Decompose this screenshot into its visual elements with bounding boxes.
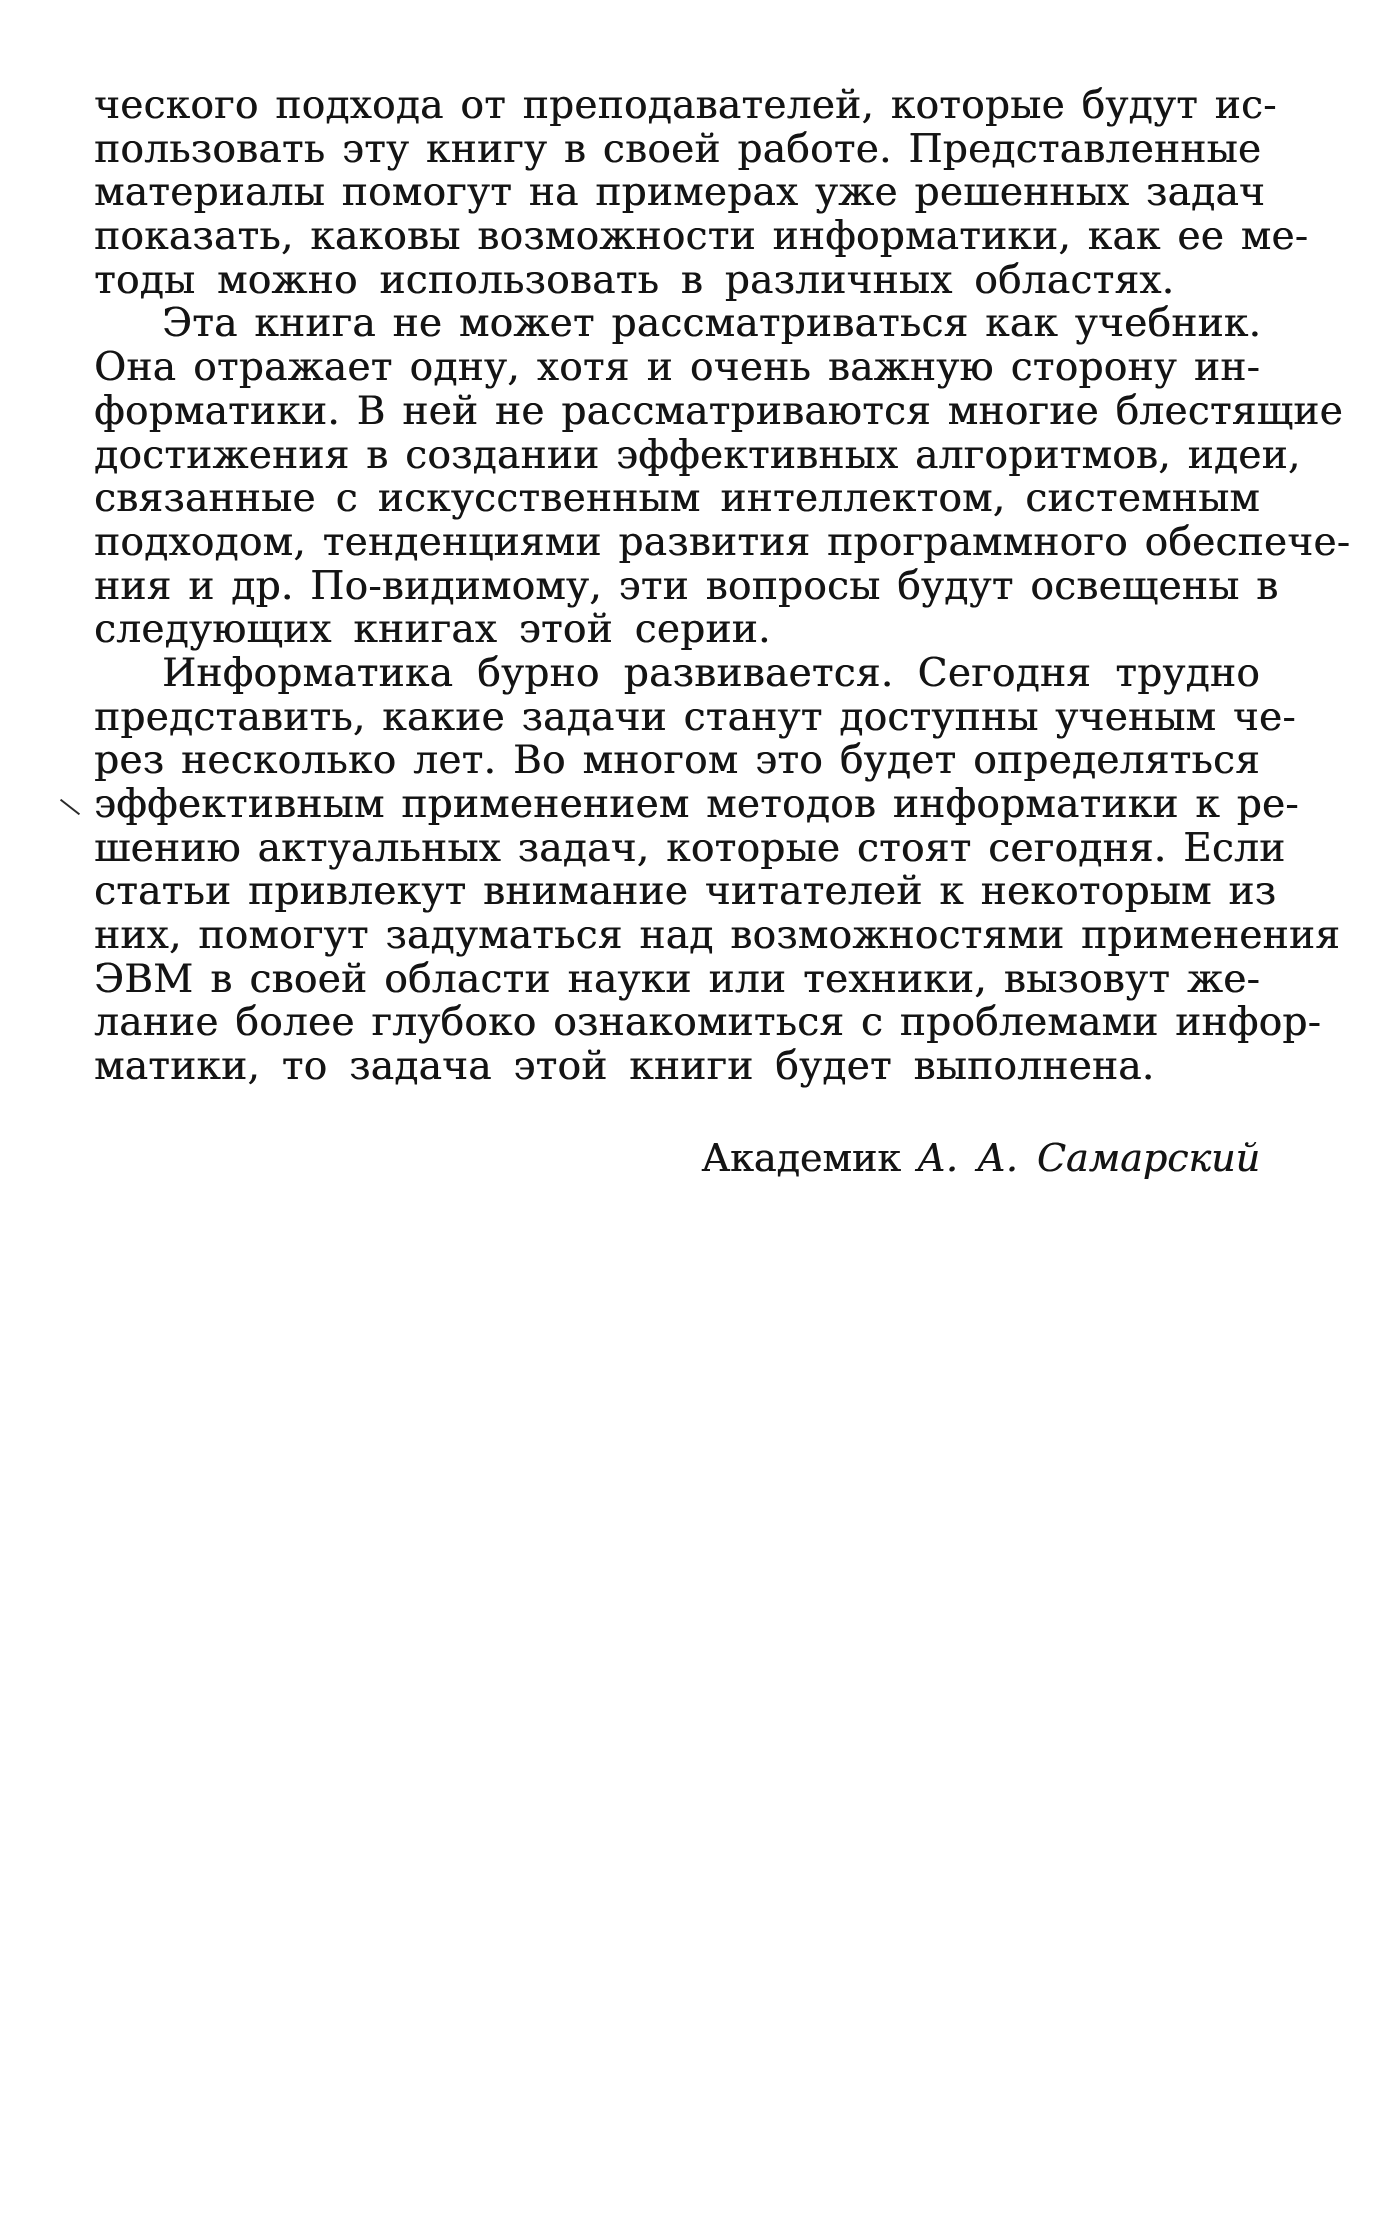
text-line: матики, то задача этой книги будет выполнена. — [94, 1044, 1155, 1090]
text-line: ЭВМ в своей области науки или техники, вызовут же- — [94, 956, 1260, 1002]
text-line: достижения в создании эффективных алгоритмов, идеи, — [94, 432, 1301, 478]
text-line: рез несколько лет. Во многом это будет определяться — [94, 738, 1260, 784]
text-line: Она отражает одну, хотя и очень важную сторону ин- — [94, 345, 1260, 391]
text-line: пользовать эту книгу в своей работе. Представленные — [94, 126, 1262, 172]
paragraph — [94, 650, 1341, 1090]
text-line: статьи привлекут внимание читателей к некоторым из — [94, 869, 1277, 915]
text-line: материалы помогут на примерах уже решенных задач — [94, 170, 1265, 216]
text-line: тоды можно использовать в различных областях. — [94, 257, 1175, 303]
scan-artifact-mark — [60, 799, 80, 815]
paragraph — [94, 83, 1309, 303]
text-line: ческого подхода от преподавателей, которые будут ис- — [94, 83, 1277, 128]
text-line: шению актуальных задач, которые стоят сегодня. Если — [94, 825, 1286, 871]
text-column — [94, 83, 1351, 1181]
text-line: Информатика бурно развивается. Сегодня трудно — [162, 650, 1260, 696]
text-line: лание более глубоко ознакомиться с проблемами инфор- — [94, 1000, 1322, 1046]
text-line: эффективным применением методов информатики к ре- — [94, 782, 1299, 827]
text-line: них, помогут задуматься над возможностями применения — [94, 913, 1341, 959]
signature-title: Академик — [701, 1135, 901, 1180]
text-line: показать, каковы возможности информатики, как ее ме- — [94, 214, 1309, 260]
text-line: представить, какие задачи станут доступны ученым че- — [94, 694, 1296, 740]
text-line: форматики. В ней не рассматриваются многие блестящие — [94, 388, 1343, 434]
text-line: следующих книгах этой серии. — [94, 607, 771, 653]
text-line: Эта книга не может рассматриваться как учебник. — [162, 301, 1262, 347]
signature — [94, 1135, 1260, 1181]
text-line: ния и др. По-видимому, эти вопросы будут освещены в — [94, 563, 1279, 609]
signature-name: А. А. Самарский — [916, 1135, 1260, 1180]
text-line: связанные с искусственным интеллектом, системным — [94, 476, 1260, 522]
text-line: подходом, тенденциями развития программного обеспече- — [94, 519, 1351, 565]
paragraph — [94, 301, 1351, 653]
